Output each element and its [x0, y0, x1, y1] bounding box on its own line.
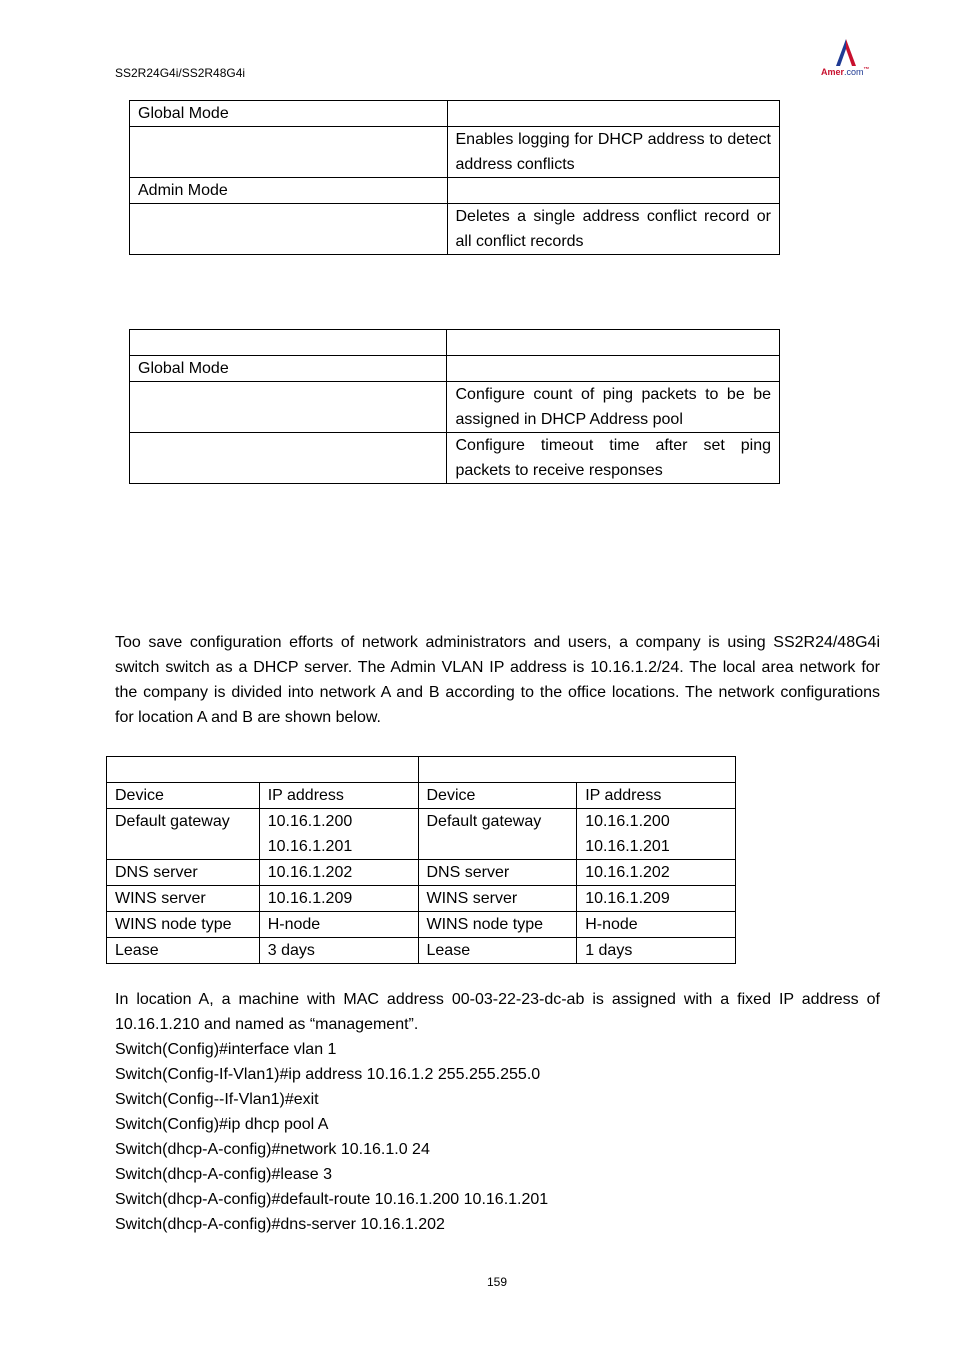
table-row	[130, 433, 780, 484]
command-line: Switch(dhcp-A-config)#dns-server 10.16.1.202	[115, 1216, 445, 1233]
table-row	[130, 204, 780, 255]
table-cell: Configure timeout time after set ping packets to receive responses	[447, 433, 780, 484]
column-header: IP address	[577, 783, 736, 809]
table-row	[130, 356, 780, 382]
document-header-model: SS2R24G4i/SS2R48G4i	[115, 66, 246, 80]
table-cell: DNS server	[107, 860, 260, 886]
table-cell: 3 days	[259, 938, 418, 964]
table-cell: Configure count of ping packets to be be assigned in DHCP Address pool	[447, 382, 780, 433]
location-b-header-cell	[418, 757, 736, 783]
location-a-header-cell	[107, 757, 419, 783]
table-cell: DNS server	[418, 860, 577, 886]
table-cell: WINS node type	[107, 912, 260, 938]
command-line: Switch(dhcp-A-config)#default-route 10.16.1.200 10.16.1.201	[115, 1191, 549, 1208]
table-cell	[447, 356, 780, 382]
amer-logo	[818, 36, 878, 82]
command-line: Switch(Config)#interface vlan 1	[115, 1041, 337, 1058]
table-cell: Lease	[107, 938, 260, 964]
table-cell: WINS node type	[418, 912, 577, 938]
table-cell: 10.16.1.209	[577, 886, 736, 912]
table-row	[107, 912, 736, 938]
table-cell: Global Mode	[130, 356, 447, 382]
triangle-logo-icon	[818, 36, 878, 68]
column-header: IP address	[259, 783, 418, 809]
table-cell: WINS server	[107, 886, 260, 912]
table-cell: 10.16.1.202	[259, 860, 418, 886]
command-line: Switch(Config-If-Vlan1)#ip address 10.16.1.2 255.255.255.0	[115, 1066, 541, 1083]
table-row	[107, 886, 736, 912]
table-header-row	[107, 757, 736, 783]
logo-wordmark: Amer.com™	[821, 67, 870, 77]
table-row	[130, 127, 780, 178]
table-row	[107, 783, 736, 809]
table-row	[107, 938, 736, 964]
table-cell: H-node	[259, 912, 418, 938]
table-cell: 10.16.1.209	[259, 886, 418, 912]
intro-paragraph: Too save configuration efforts of network administrators and users, a company is using SS2R24/48G4i switch switch as a DHCP server. The Admin VLAN IP address is 10.16.1.2/24. The local area network for the company is divided into network A and B according to the office locations. The network configurations for location A and B are shown below.	[115, 634, 880, 726]
table-cell	[447, 330, 780, 356]
table-row	[130, 330, 780, 356]
command-line: Switch(Config--If-Vlan1)#exit	[115, 1091, 319, 1108]
table-cell: Default gateway	[107, 809, 260, 860]
table-row	[107, 809, 736, 860]
column-header: Device	[107, 783, 260, 809]
table-cell: WINS server	[418, 886, 577, 912]
command-listing	[115, 1037, 548, 1237]
table-cell	[130, 382, 447, 433]
location-a-paragraph: In location A, a machine with MAC address 00-03-22-23-dc-ab is assigned with a fixed IP address of 10.16.1.210 and named as “management”.	[115, 991, 880, 1033]
table-cell: Default gateway	[418, 809, 577, 860]
table-cell	[447, 101, 780, 127]
command-line: Switch(dhcp-A-config)#lease 3	[115, 1166, 332, 1183]
network-config-table	[106, 756, 736, 964]
table-cell	[447, 178, 780, 204]
table-cell: Admin Mode	[130, 178, 448, 204]
dhcp-conflict-command-table	[129, 100, 780, 255]
column-header: Device	[418, 783, 577, 809]
table-cell: 10.16.1.200 10.16.1.201	[577, 809, 736, 860]
page-number: 159	[486, 1275, 508, 1289]
table-cell	[130, 127, 448, 178]
table-row	[130, 382, 780, 433]
table-cell: Lease	[418, 938, 577, 964]
table-cell	[130, 204, 448, 255]
table-cell	[130, 330, 447, 356]
table-cell: 10.16.1.200 10.16.1.201	[259, 809, 418, 860]
table-row	[107, 860, 736, 886]
command-line: Switch(dhcp-A-config)#network 10.16.1.0 24	[115, 1141, 430, 1158]
table-cell	[130, 433, 447, 484]
command-line: Switch(Config)#ip dhcp pool A	[115, 1116, 329, 1133]
table-row	[130, 101, 780, 127]
table-cell: 10.16.1.202	[577, 860, 736, 886]
table-cell: Deletes a single address conflict record or all conflict records	[447, 204, 780, 255]
table-cell: 1 days	[577, 938, 736, 964]
table-row	[130, 178, 780, 204]
dhcp-ping-command-table	[129, 329, 780, 484]
table-cell: Global Mode	[130, 101, 448, 127]
table-cell: Enables logging for DHCP address to detect address conflicts	[447, 127, 780, 178]
table-cell: H-node	[577, 912, 736, 938]
